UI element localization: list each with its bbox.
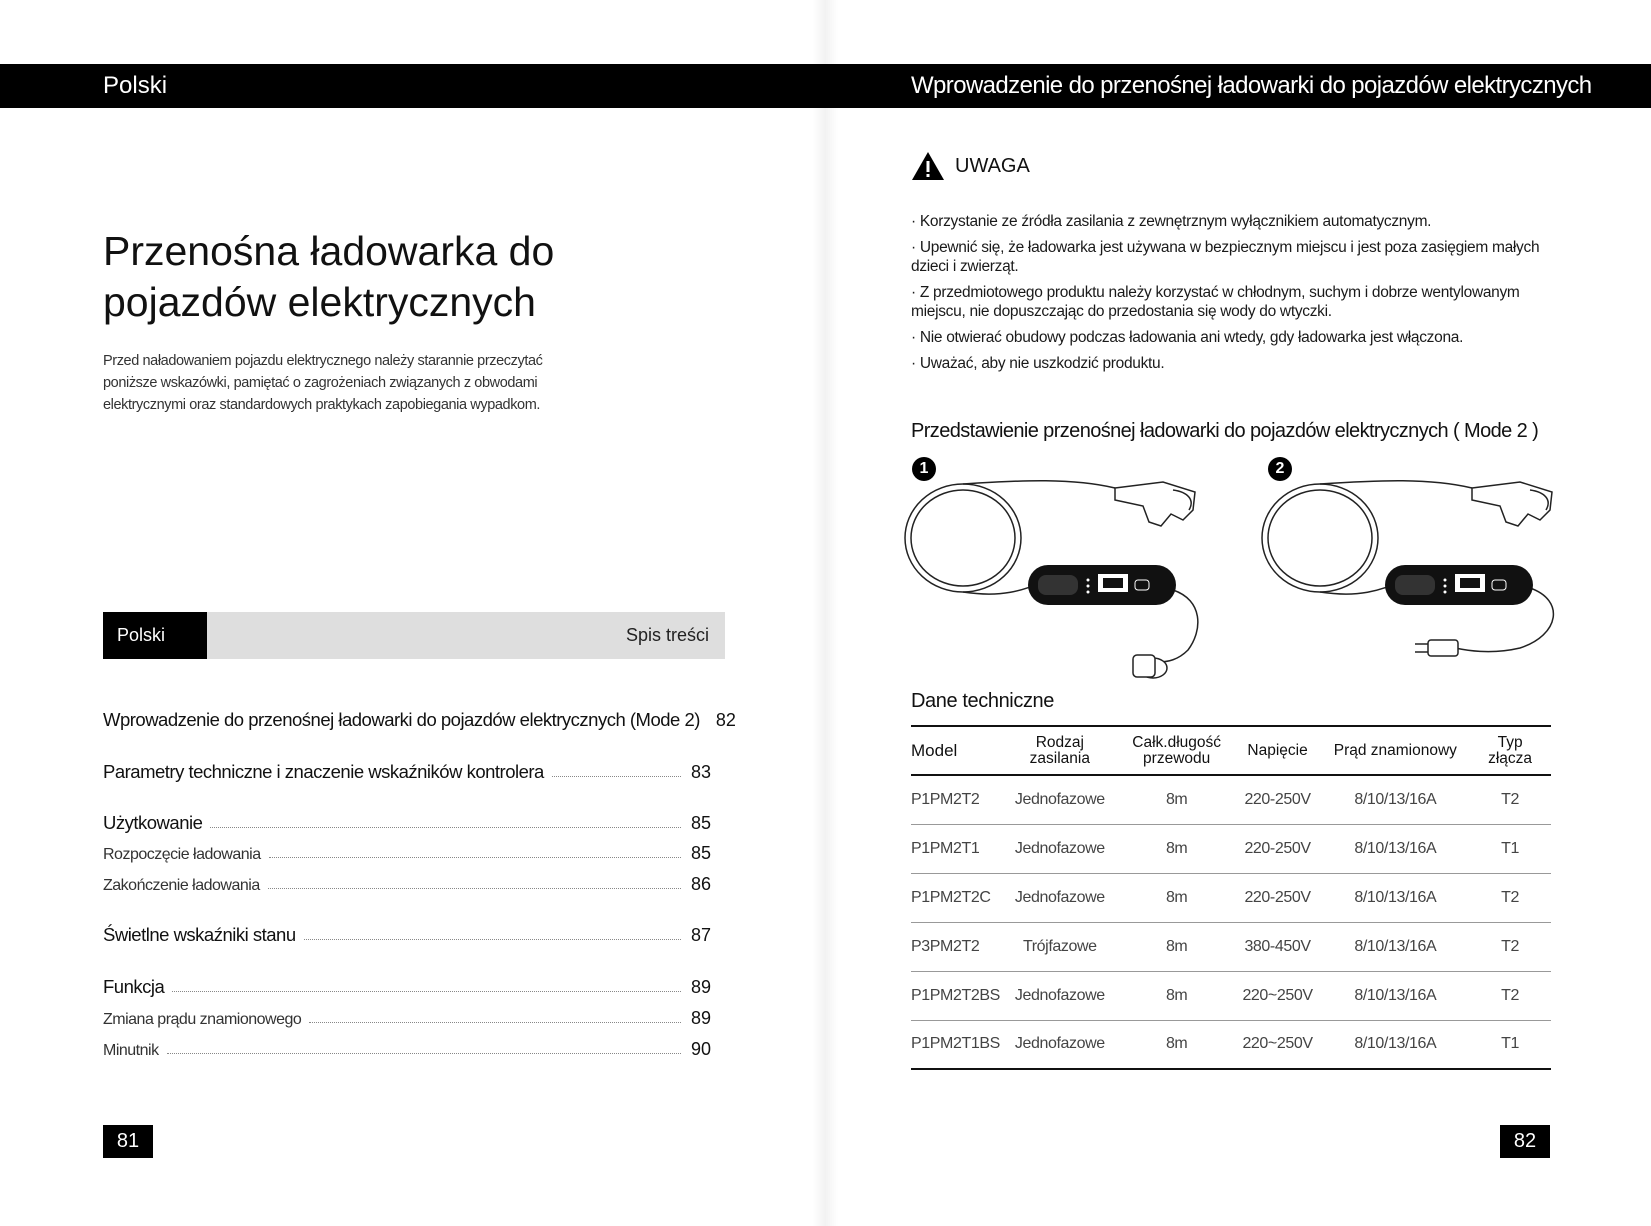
table-cell: 8m bbox=[1120, 873, 1234, 922]
warning-item: · Uważać, aby nie uszkodzić produktu. bbox=[911, 355, 1165, 372]
table-cell: 220~250V bbox=[1234, 971, 1322, 1020]
table-cell: 8m bbox=[1120, 775, 1234, 824]
table-cell: 380-450V bbox=[1234, 922, 1322, 971]
toc-entry[interactable] bbox=[103, 972, 711, 998]
toc-leader-dots bbox=[552, 776, 681, 777]
column-header: Napięcie bbox=[1234, 726, 1322, 775]
left-header-bar bbox=[0, 64, 825, 108]
toc-title: Spis treści bbox=[625, 625, 709, 645]
toc-entry-label: Zmiana prądu znamionowego bbox=[103, 1011, 302, 1028]
table-cell: P1PM2T1BS bbox=[911, 1020, 1000, 1069]
column-header-text: Całk.długość przewodu bbox=[1132, 733, 1222, 767]
page-number-right: 82 bbox=[1500, 1125, 1550, 1158]
charger-illustration-2 bbox=[1260, 470, 1570, 680]
toc-entry-label: Świetlne wskaźniki stanu bbox=[103, 924, 296, 945]
toc-entry-label: Użytkowanie bbox=[103, 812, 203, 833]
table-cell: 220-250V bbox=[1234, 775, 1322, 824]
table-cell: T2 bbox=[1469, 971, 1551, 1020]
book-gutter bbox=[812, 0, 838, 1226]
table-cell: 8/10/13/16A bbox=[1322, 873, 1470, 922]
table-cell: T1 bbox=[1469, 1020, 1551, 1069]
toc-entry-page: 85 bbox=[690, 813, 711, 833]
toc-entry-label: Rozpoczęcie ładowania bbox=[103, 846, 261, 863]
table-body bbox=[911, 775, 1551, 1069]
product-overview-title: Przedstawienie przenośnej ładowarki do pojazdów elektrycznych ( Mode 2 ) bbox=[911, 420, 1539, 442]
table-cell: 8m bbox=[1120, 824, 1234, 873]
table-row bbox=[911, 775, 1551, 824]
table-cell: 8/10/13/16A bbox=[1322, 922, 1470, 971]
toc-entry-page: 83 bbox=[690, 762, 711, 782]
warning-item: · Upewnić się, że ładowarka jest używana w bezpiecznym miejscu i jest poza zasięgiem małych dzieci i zwierząt. bbox=[911, 239, 1540, 275]
warning-item: · Z przedmiotowego produktu należy korzystać w chłodnym, suchym i dobrze wentylowanym miejscu, nie dopuszczając do przedostania się wody do wtyczki. bbox=[911, 284, 1520, 320]
column-header-text: Rodzaj zasilania bbox=[1029, 733, 1090, 767]
table-cell: 220-250V bbox=[1234, 824, 1322, 873]
table-cell: Jednofazowe bbox=[1000, 775, 1120, 824]
column-header bbox=[1469, 726, 1551, 775]
column-header-text: Typ złącza bbox=[1488, 733, 1533, 767]
column-header: Model bbox=[911, 726, 1000, 775]
intro-paragraph: Przed naładowaniem pojazdu elektrycznego należy starannie przeczytać poniższe wskazówki, pamiętać o zagrożeniach związanych z obwodami elektrycznymi oraz standardowych praktykach zapobiegania wypadkom. bbox=[103, 353, 543, 413]
warning-item: · Korzystanie ze źródła zasilania z zewnętrznym wyłącznikiem automatycznym. bbox=[911, 213, 1432, 230]
toc-entry-page: 87 bbox=[690, 925, 711, 945]
table-cell: 8/10/13/16A bbox=[1322, 824, 1470, 873]
toc-leader-dots bbox=[269, 857, 681, 858]
column-header bbox=[1120, 726, 1234, 775]
toc-entry-page: 85 bbox=[690, 843, 711, 863]
toc-leader-dots bbox=[309, 1022, 681, 1023]
table-row bbox=[911, 873, 1551, 922]
page-number-left: 81 bbox=[103, 1125, 153, 1158]
table-cell: Trójfazowe bbox=[1000, 922, 1120, 971]
table-cell: 8m bbox=[1120, 922, 1234, 971]
table-cell: Jednofazowe bbox=[1000, 1020, 1120, 1069]
warning-triangle-icon bbox=[911, 151, 945, 181]
toc-language-tag: Polski bbox=[103, 612, 207, 659]
right-header-bar bbox=[825, 64, 1651, 143]
table-row bbox=[911, 922, 1551, 971]
toc-entry[interactable] bbox=[103, 757, 711, 783]
toc-entry-page: 89 bbox=[690, 977, 711, 997]
main-title bbox=[103, 226, 703, 328]
table-cell: T2 bbox=[1469, 775, 1551, 824]
table-cell: T2 bbox=[1469, 873, 1551, 922]
toc-entry-label: Zakończenie ładowania bbox=[103, 877, 260, 894]
table-cell: 8m bbox=[1120, 1020, 1234, 1069]
toc-entry[interactable] bbox=[103, 705, 736, 731]
table-cell: Jednofazowe bbox=[1000, 873, 1120, 922]
right-page bbox=[825, 0, 1651, 1226]
toc-entry-page: 89 bbox=[690, 1008, 711, 1028]
table-cell: P3PM2T2 bbox=[911, 922, 1000, 971]
table-row bbox=[911, 824, 1551, 873]
main-title-line-1: Przenośna ładowarka do bbox=[103, 228, 555, 274]
technical-data-title: Dane techniczne bbox=[911, 690, 1054, 712]
table-cell: T2 bbox=[1469, 922, 1551, 971]
table-cell: Jednofazowe bbox=[1000, 824, 1120, 873]
figure-badge-2: 2 bbox=[1268, 457, 1292, 481]
left-page bbox=[0, 0, 825, 1226]
table-row bbox=[911, 971, 1551, 1020]
technical-data-table bbox=[911, 725, 1551, 1070]
table-cell: P1PM2T2BS bbox=[911, 971, 1000, 1020]
toc-entry-label: Funkcja bbox=[103, 976, 165, 997]
table-cell: T1 bbox=[1469, 824, 1551, 873]
table-cell: 8m bbox=[1120, 971, 1234, 1020]
table-cell: 220~250V bbox=[1234, 1020, 1322, 1069]
warning-label: UWAGA bbox=[955, 154, 1030, 177]
right-header-text: Wprowadzenie do przenośnej ładowarki do pojazdów elektrycznych (Mode 2) bbox=[911, 72, 1592, 143]
warning-list bbox=[911, 212, 1551, 380]
main-title-line-2: pojazdów elektrycznych bbox=[103, 279, 536, 325]
column-header bbox=[1000, 726, 1120, 775]
warning-heading bbox=[911, 150, 1030, 182]
table-header-row bbox=[911, 726, 1551, 775]
left-header-text: Polski bbox=[103, 72, 168, 99]
column-header: Prąd znamionowy bbox=[1322, 726, 1470, 775]
toc-entry[interactable] bbox=[103, 1003, 711, 1029]
toc-entry-page: 82 bbox=[715, 710, 736, 730]
table-cell: 220-250V bbox=[1234, 873, 1322, 922]
toc-entry[interactable] bbox=[103, 838, 711, 864]
toc-leader-dots bbox=[172, 991, 681, 992]
table-row bbox=[911, 1020, 1551, 1069]
toc-entry-label: Wprowadzenie do przenośnej ładowarki do pojazdów elektrycznych (Mode 2) bbox=[103, 709, 700, 730]
toc-leader-dots bbox=[167, 1053, 681, 1054]
toc-entry-label: Minutnik bbox=[103, 1042, 159, 1059]
table-cell: P1PM2T1 bbox=[911, 824, 1000, 873]
toc-entry-page: 86 bbox=[690, 874, 711, 894]
table-cell: 8/10/13/16A bbox=[1322, 1020, 1470, 1069]
table-cell: P1PM2T2 bbox=[911, 775, 1000, 824]
toc-leader-dots bbox=[304, 939, 681, 940]
toc-entry[interactable] bbox=[103, 1034, 711, 1060]
table-cell: P1PM2T2C bbox=[911, 873, 1000, 922]
charger-illustration-1 bbox=[903, 470, 1213, 680]
toc-entry[interactable] bbox=[103, 808, 711, 834]
toc-entry-label: Parametry techniczne i znaczenie wskaźników kontrolera bbox=[103, 761, 544, 782]
figure-badge-1: 1 bbox=[912, 457, 936, 481]
table-cell: 8/10/13/16A bbox=[1322, 775, 1470, 824]
toc-header-bar bbox=[103, 612, 725, 659]
warning-item: · Nie otwierać obudowy podczas ładowania ani wtedy, gdy ładowarka jest włączona. bbox=[911, 329, 1464, 346]
toc-entry[interactable] bbox=[103, 869, 711, 895]
table-cell: Jednofazowe bbox=[1000, 971, 1120, 1020]
toc-entry[interactable] bbox=[103, 920, 711, 946]
toc-leader-dots bbox=[210, 827, 681, 828]
toc-entry-page: 90 bbox=[690, 1039, 711, 1059]
toc-leader-dots bbox=[268, 888, 681, 889]
table-cell: 8/10/13/16A bbox=[1322, 971, 1470, 1020]
